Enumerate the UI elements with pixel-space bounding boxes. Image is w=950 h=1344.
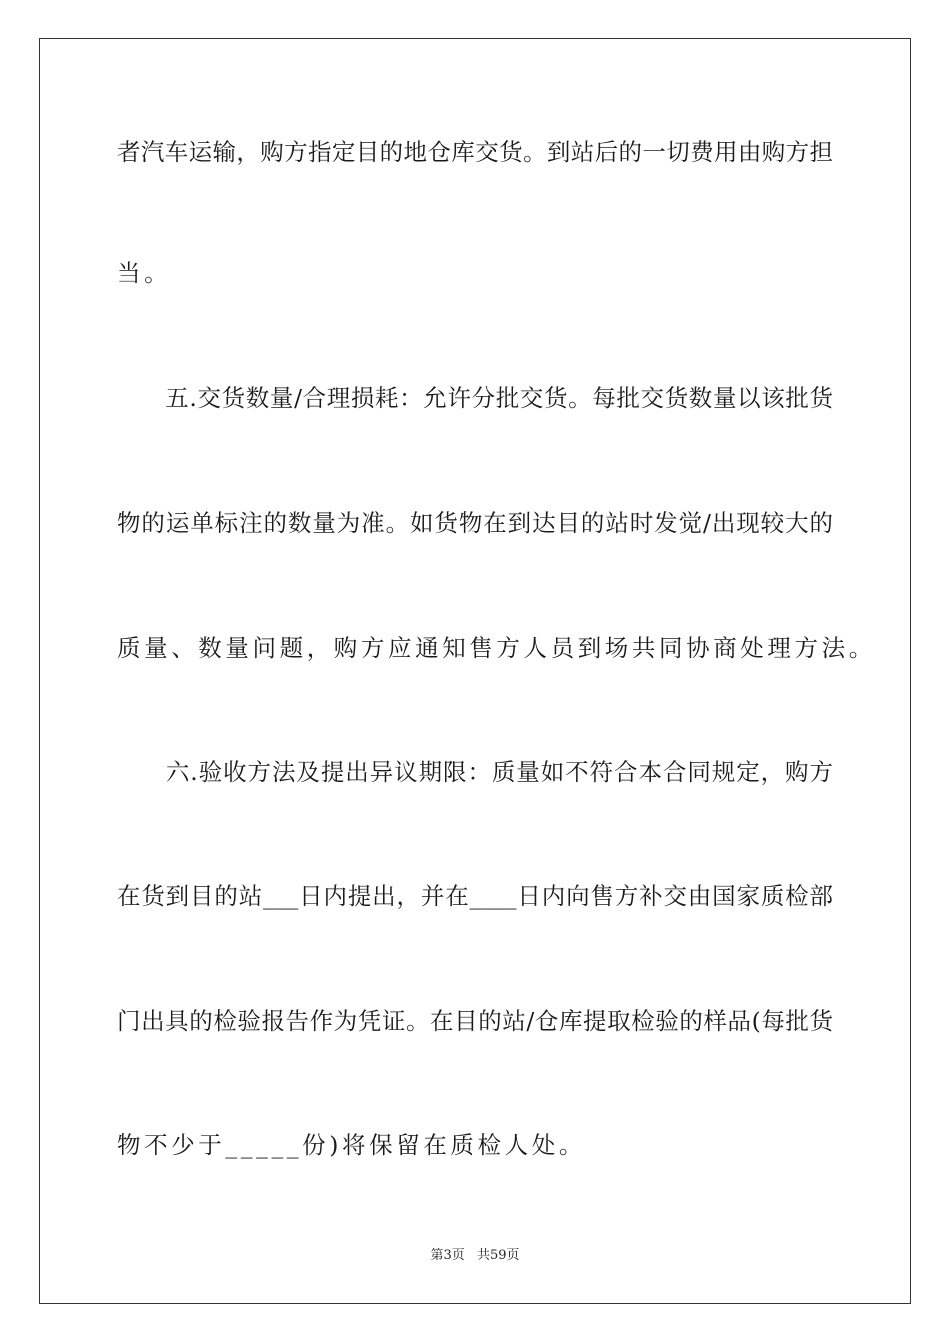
body-line-4: 物的运单标注的数量为准。如货物在到达目的站时发觉/出现较大的: [117, 509, 833, 537]
body-line-9: 物不少于_____份)将保留在质检人处。: [117, 1131, 586, 1159]
page-border: [39, 38, 911, 1304]
body-line-8: 门出具的检验报告作为凭证。在目的站/仓库提取检验的样品(每批货: [117, 1007, 833, 1035]
body-line-7: 在货到目的站___日内提出，并在____日内向售方补交由国家质检部: [117, 882, 833, 910]
body-line-5: 质量、数量问题，购方应通知售方人员到场共同协商处理方法。: [117, 634, 876, 662]
page-total: 共59页: [476, 1248, 520, 1263]
body-line-1: 者汽车运输，购方指定目的地仓库交货。到站后的一切费用由购方担: [117, 138, 833, 166]
body-line-3: 五.交货数量/合理损耗：允许分批交货。每批交货数量以该批货: [117, 384, 833, 412]
page-number: 第3页: [430, 1248, 465, 1263]
page-footer: [0, 1246, 950, 1266]
body-line-6: 六.验收方法及提出异议期限：质量如不符合本合同规定，购方: [117, 758, 833, 786]
body-line-2: 当。: [117, 259, 172, 287]
